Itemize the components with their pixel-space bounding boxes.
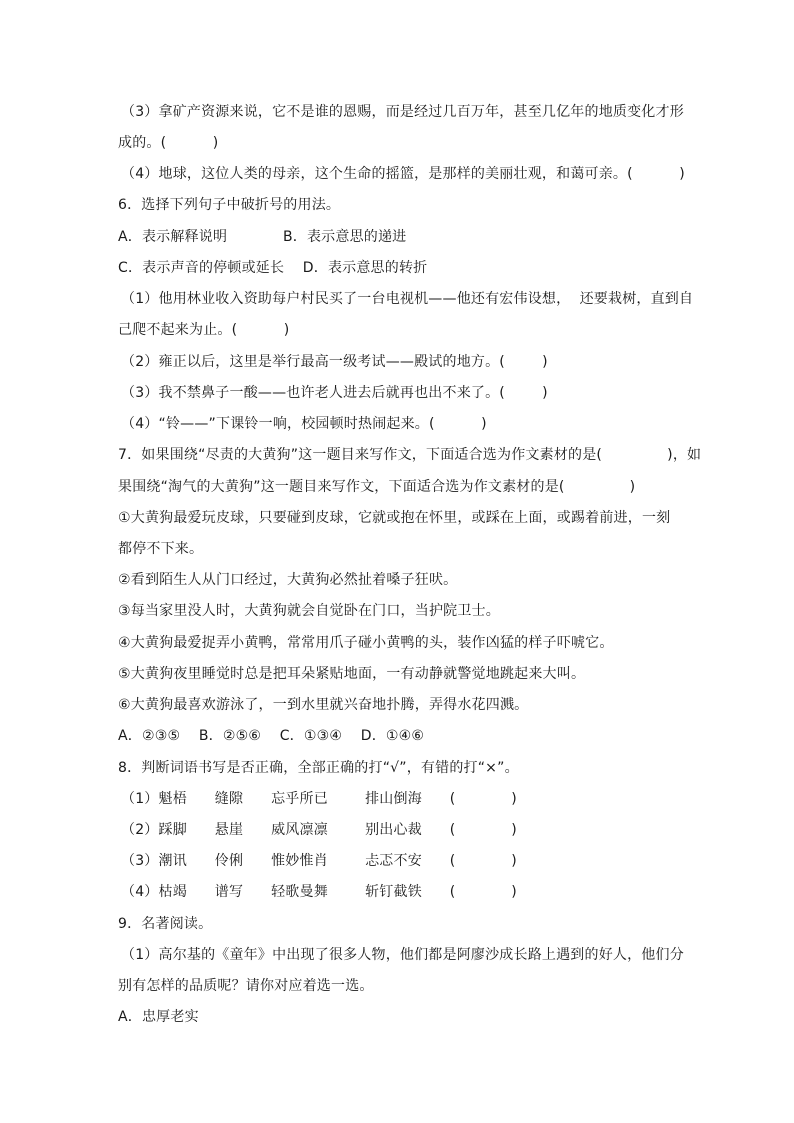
q8-row-2: （2）踩脚 悬崖 威风凛凛 别出心裁 ( ) — [121, 822, 517, 838]
q7-line-1: 7．如果围绕“尽责的大黄狗”这一题目来写作文，下面适合选为作文素材的是( )，如 — [118, 447, 702, 463]
q5-item-3-line-1: （3）拿矿产资源来说，它不是谁的恩赐，而是经过几百万年，甚至几亿年的地质变化才形 — [121, 104, 684, 120]
q8-heading: 8．判断词语书写是否正确，全部正确的打“√”，有错的打“×”。 — [118, 760, 519, 776]
q7-option-1-line-2: 都停不下来。 — [118, 541, 204, 557]
q7-line-2: 果围绕“淘气的大黄狗”这一题目来写作文，下面适合选为作文素材的是( ) — [118, 479, 636, 495]
q7-option-4: ④大黄狗最爱捉弄小黄鸭，常常用爪子碰小黄鸭的头，装作凶猛的样子吓唬它。 — [118, 635, 614, 651]
q5-item-3-line-2: 成的。( ) — [118, 135, 219, 151]
q6-item-1-line-2: 己爬不起来为止。( ) — [118, 322, 290, 338]
q6-item-3: （3）我不禁鼻子一酸——也许老人进去后就再也出不来了。( ) — [121, 385, 548, 401]
q8-row-3: （3）潮讯 伶俐 惟妙惟肖 忐忑不安 ( ) — [121, 853, 517, 869]
q7-answer-choices: A．②③⑤ B．②⑤⑥ C．①③④ D．①④⑥ — [118, 728, 425, 744]
q7-option-2: ②看到陌生人从门口经过，大黄狗必然扯着嗓子狂吠。 — [118, 572, 458, 588]
q6-item-4: （4）“铃——”下课铃一响，校园顿时热闹起来。( ) — [121, 416, 487, 432]
q6-heading: 6．选择下列句子中破折号的用法。 — [118, 197, 341, 213]
q6-item-2: （2）雍正以后，这里是举行最高一级考试——殿试的地方。( ) — [121, 354, 548, 370]
q6-item-1-line-1: （1）他用林业收入资助每户村民买了一台电视机——他还有宏伟设想， 还要栽树，直到自 — [121, 291, 694, 307]
q8-row-4: （4）枯竭 谱写 轻歌曼舞 斩钉截铁 ( ) — [121, 884, 517, 900]
q9-heading: 9．名著阅读。 — [118, 916, 213, 932]
q7-option-5: ⑤大黄狗夜里睡觉时总是把耳朵紧贴地面，一有动静就警觉地跳起来大叫。 — [118, 666, 586, 682]
q7-option-6: ⑥大黄狗最喜欢游泳了，一到水里就兴奋地扑腾，弄得水花四溅。 — [118, 697, 529, 713]
q7-option-3: ③每当家里没人时，大黄狗就会自觉卧在门口，当护院卫士。 — [118, 603, 500, 619]
q6-options-cd: C．表示声音的停顿或延长 D．表示意思的转折 — [118, 260, 428, 276]
q9-item-1-line-1: （1）高尔基的《童年》中出现了很多人物，他们都是阿廖沙成长路上遇到的好人，他们分 — [121, 947, 684, 963]
q9-item-1-line-2: 别有怎样的品质呢？请你对应着选一选。 — [118, 978, 374, 994]
q7-option-1-line-1: ①大黄狗最爱玩皮球，只要碰到皮球，它就或抱在怀里，或踩在上面，或踢着前进，一刻 — [118, 510, 671, 526]
q5-item-4: （4）地球，这位人类的母亲，这个生命的摇篮，是那样的美丽壮观，和蔼可亲。( ) — [121, 166, 685, 182]
q6-options-ab: A．表示解释说明 B．表示意思的递进 — [118, 229, 407, 245]
q9-option-a: A．忠厚老实 — [118, 1009, 199, 1025]
q8-row-1: （1）魁梧 缝隙 忘乎所已 排山倒海 ( ) — [121, 791, 517, 807]
